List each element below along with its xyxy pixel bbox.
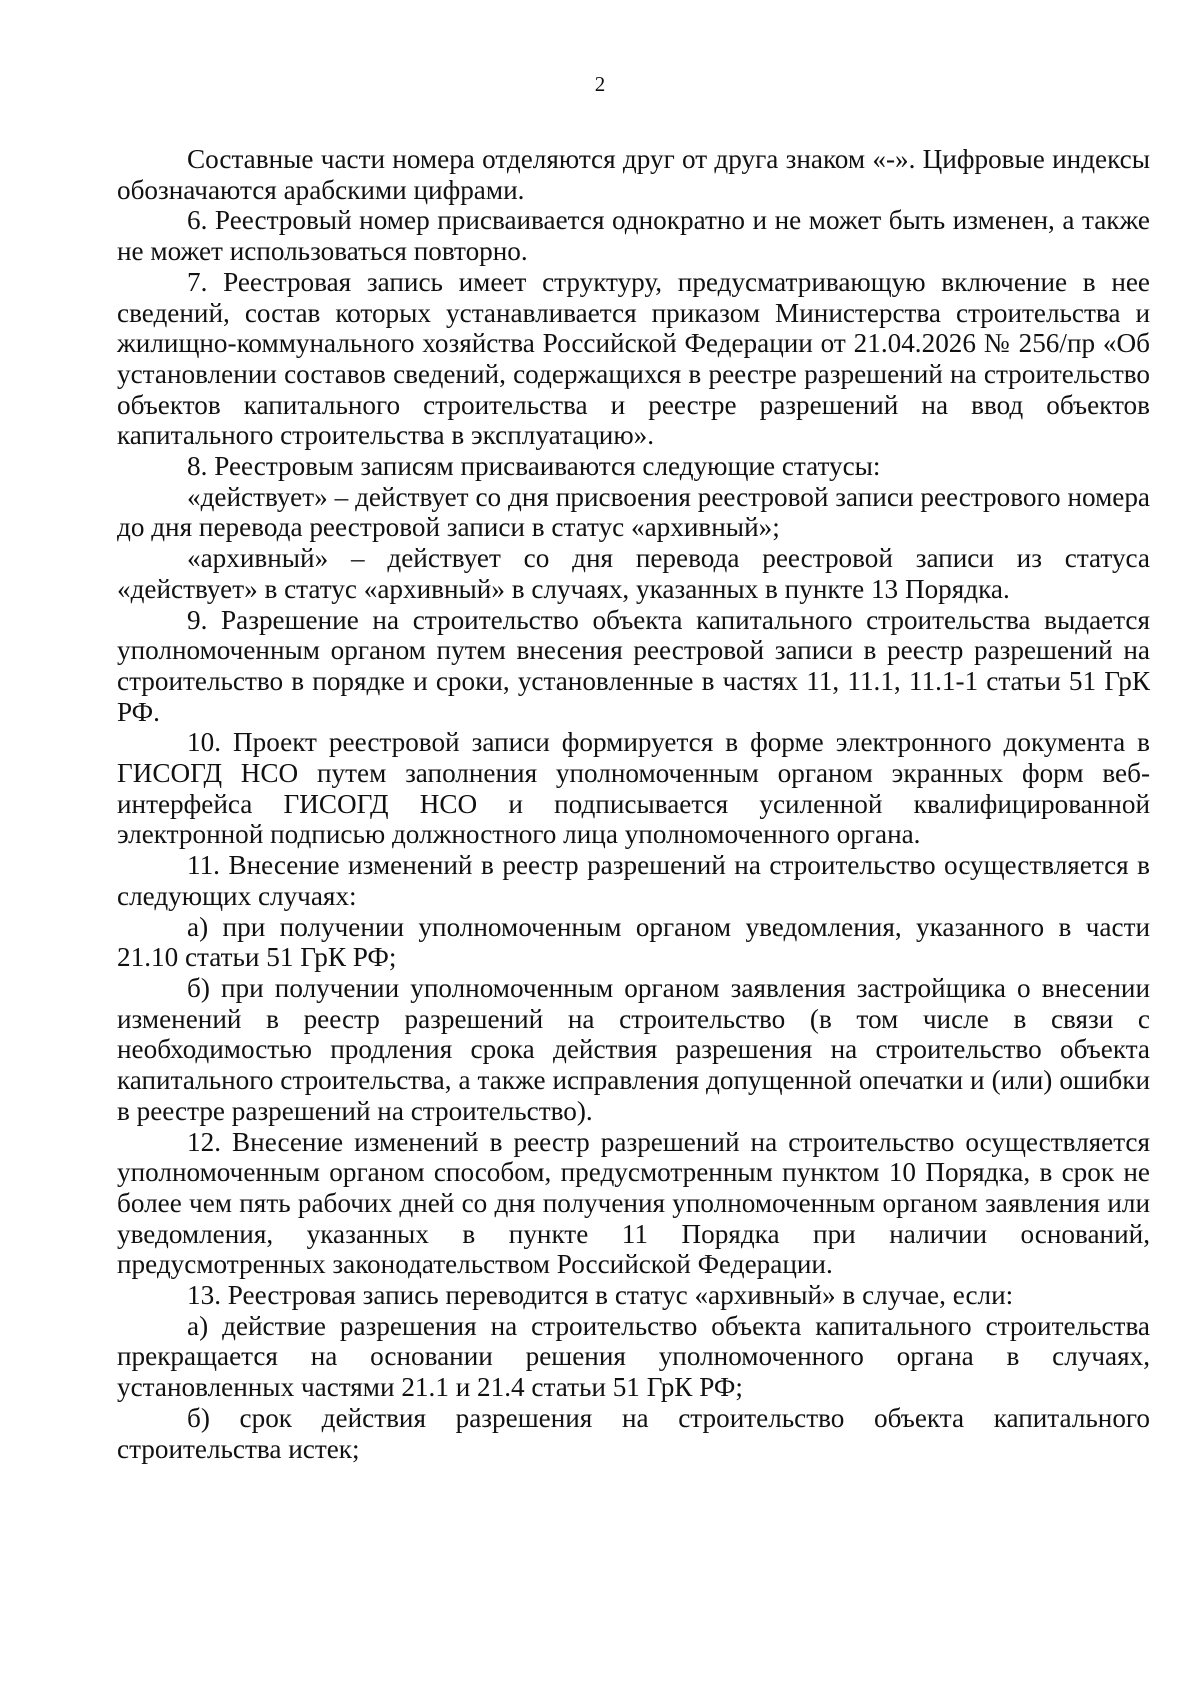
paragraph-item-7: 7. Реестровая запись имеет структуру, предусматривающую включение в нее сведений, состав которых устанавливается приказом Министерства строительства и жилищно-коммунального хозяйства Российской Федерации от 21.04.2026 № 256/пр «Об установлении составов сведений, содержащихся в реестре разрешений на строительство объектов капитального строительства и реестре разрешений на ввод объектов капитального строительства в эксплуатацию».: [117, 266, 1150, 451]
paragraph-item-13-b: б) срок действия разрешения на строительство объекта капитального строительства истек;: [117, 1402, 1150, 1464]
paragraph-item-6: 6. Реестровый номер присваивается однократно и не может быть изменен, а также не может использоваться повторно.: [117, 205, 1150, 267]
paragraph-item-13-a: а) действие разрешения на строительство объекта капитального строительства прекращается на основании решения уполномоченного органа в случаях, установленных частями 21.1 и 21.4 статьи 51 ГрК РФ;: [117, 1310, 1150, 1403]
paragraph-item-13: 13. Реестровая запись переводится в статус «архивный» в случае, если:: [187, 1280, 1014, 1311]
paragraph-item-11: 11. Внесение изменений в реестр разрешений на строительство осуществляется в следующих случаях:: [117, 850, 1150, 911]
document-body: [117, 144, 1150, 1464]
paragraph-item-9: 9. Разрешение на строительство объекта капитального строительства выдается уполномоченным органом путем внесения реестровой записи в реестр разрешений на строительство в порядке и сроки, установленные в частях 11, 11.1, 11.1-1 статьи 51 ГрК РФ.: [117, 604, 1150, 727]
paragraph-item-10: 10. Проект реестровой записи формируется в форме электронного документа в ГИСОГД НСО путем заполнения уполномоченным органом экранных форм веб-интерфейса ГИСОГД НСО и подписывается усиленной квалифицированной электронной подписью должностного лица уполномоченного органа.: [117, 727, 1150, 850]
paragraph-item-11-a: а) при получении уполномоченным органом уведомления, указанного в части 21.10 статьи 51 ГрК РФ;: [117, 911, 1150, 973]
paragraph-item-8: 8. Реестровым записям присваиваются следующие статусы:: [187, 451, 881, 482]
paragraph-item-11-b: б) при получении уполномоченным органом заявления застройщика о внесении изменений в реестр разрешений на строительство (в том числе в связи с необходимостью продления срока действия разрешения на строительство объекта капитального строительства, а также исправления допущенной опечатки и (или) ошибки в реестре разрешений на строительство).: [117, 972, 1150, 1126]
paragraph-status-archived: «архивный» – действует со дня перевода реестровой записи из статуса «действует» в статус «архивный» в случаях, указанных в пункте 13 Порядка.: [117, 543, 1150, 604]
paragraph-status-active: «действует» – действует со дня присвоения реестровой записи реестрового номера до дня перевода реестровой записи в статус «архивный»;: [117, 481, 1150, 543]
paragraph-continuation: Составные части номера отделяются друг от друга знаком «-». Цифровые индексы обозначаются арабскими цифрами.: [117, 144, 1150, 205]
paragraph-item-12: 12. Внесение изменений в реестр разрешений на строительство осуществляется уполномоченным органом способом, предусмотренным пунктом 10 Порядка, в срок не более чем пять рабочих дней со дня получения уполномоченным органом заявления или уведомления, указанных в пункте 11 Порядка при наличии оснований, предусмотренных законодательством Российской Федерации.: [117, 1126, 1150, 1280]
page-number: 2: [594, 72, 606, 96]
